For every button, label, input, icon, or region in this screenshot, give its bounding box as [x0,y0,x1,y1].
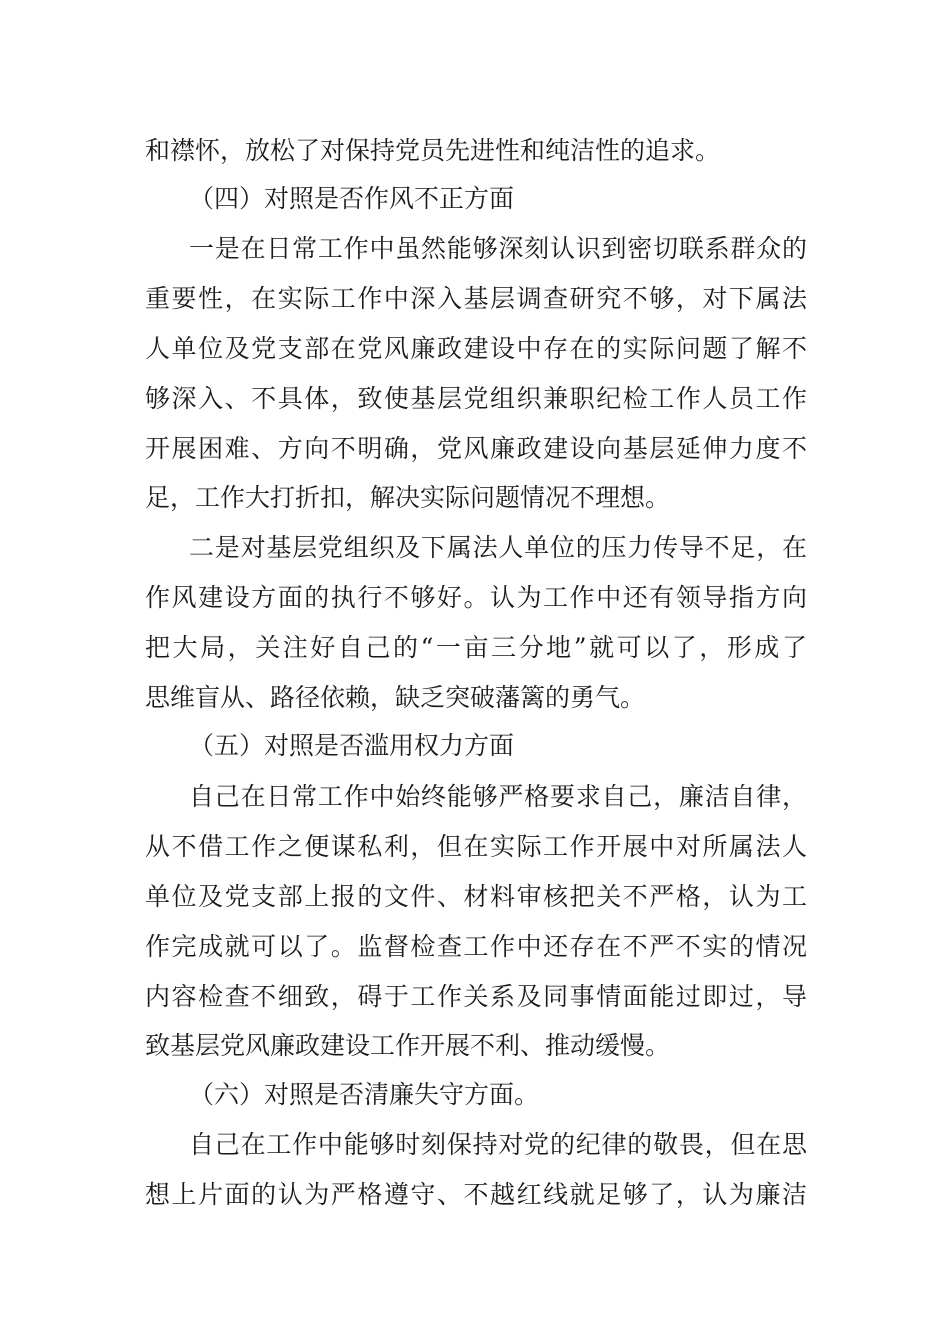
section-heading-6: （六）对照是否清廉失守方面。 [189,1080,540,1109]
paragraph-line: 足，工作大打折扣，解决实际问题情况不理想。 [145,483,671,512]
paragraph-line: 开展困难、方向不明确，党风廉政建设向基层延伸力度不 [145,434,807,463]
paragraph-line: 内容检查不细致，碍于工作关系及同事情面能过即过，导 [145,982,807,1011]
paragraph-line: 思维盲从、路径依赖，缺乏突破藩篱的勇气。 [145,683,646,712]
section-heading-4: （四）对照是否作风不正方面 [189,184,515,213]
paragraph-line: 把大局，关注好自己的“一亩三分地”就可以了，形成了 [145,633,807,662]
paragraph-line: 够深入、不具体，致使基层党组织兼职纪检工作人员工作 [145,384,807,413]
paragraph-line: 单位及党支部上报的文件、材料审核把关不严格，认为工 [145,882,807,911]
paragraph-line: 自己在日常工作中始终能够严格要求自己，廉洁自律， [189,782,807,811]
paragraph-line: 作风建设方面的执行不够好。认为工作中还有领导指方向 [145,583,807,612]
paragraph-line: 致基层党风廉政建设工作开展不利、推动缓慢。 [145,1031,671,1060]
paragraph-line: 二是对基层党组织及下属法人单位的压力传导不足，在 [189,533,807,562]
paragraph-line: 人单位及党支部在党风廉政建设中存在的实际问题了解不 [145,334,807,363]
paragraph-line: 作完成就可以了。监督检查工作中还存在不严不实的情况 [145,932,807,961]
paragraph-line: 自己在工作中能够时刻保持对党的纪律的敬畏，但在思 [189,1130,807,1159]
section-heading-5: （五）对照是否滥用权力方面 [189,731,515,760]
paragraph-line: 从不借工作之便谋私利，但在实际工作开展中对所属法人 [145,832,807,861]
paragraph-line: 一是在日常工作中虽然能够深刻认识到密切联系群众的 [189,234,807,263]
paragraph-line: 重要性，在实际工作中深入基层调查研究不够，对下属法 [145,284,807,313]
paragraph-line: 和襟怀，放松了对保持党员先进性和纯洁性的追求。 [145,136,721,165]
paragraph-line: 想上片面的认为严格遵守、不越红线就足够了，认为廉洁 [145,1180,807,1209]
